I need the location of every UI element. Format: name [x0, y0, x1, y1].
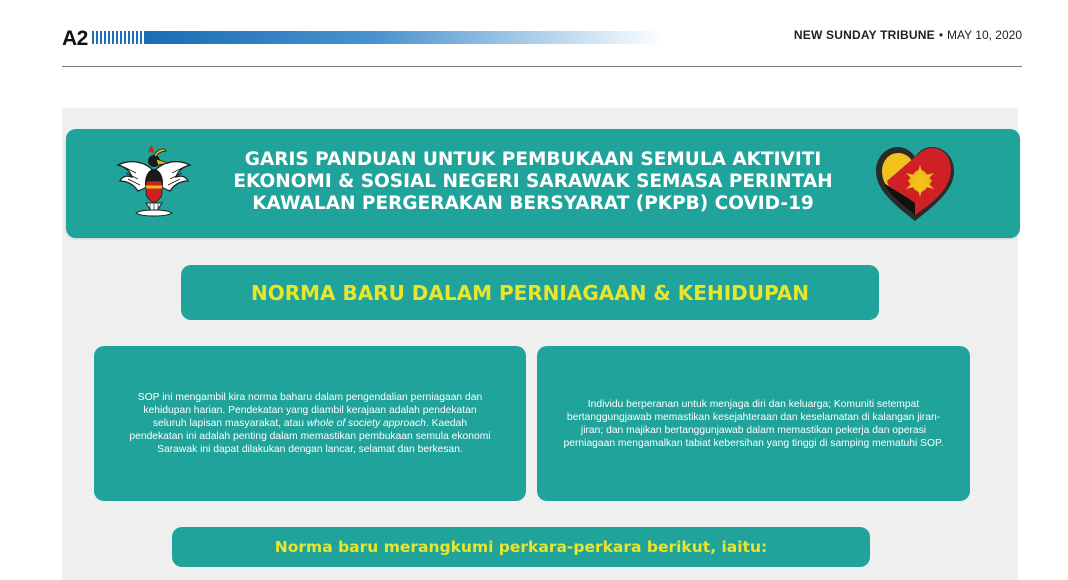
header-stripes	[92, 31, 144, 44]
heart-flag-icon	[872, 143, 958, 225]
card-text-part: SOP ini mengambil kira norma baharu dalam pengendalian perniagaan dan kehidupan harian. Pendekatan yang diambil kerajaan adalah pendekatan seluruh lapisan masyarakat, atau	[137, 392, 483, 429]
title-banner	[66, 129, 1020, 238]
publication-name: NEW SUNDAY TRIBUNE	[793, 28, 935, 42]
masthead-separator: •	[938, 28, 944, 42]
card-text	[126, 391, 494, 456]
info-card-sop	[94, 346, 526, 501]
info-card-roles	[537, 346, 970, 501]
publication-date: MAY 10, 2020	[947, 28, 1022, 42]
banner-title	[196, 149, 870, 215]
masthead	[794, 28, 1022, 42]
card-text-italic: whole of society approach	[306, 418, 426, 429]
subtitle-box	[181, 265, 879, 320]
card-text: Individu berperanan untuk menjaga diri dan keluarga; Komuniti setempat bertanggungjawab memastikan kesejahteraan dan keselamatan di kalangan jiran-jiran; dan majikan bertanggunjawab dalam memastikan pekerja dan operasi perniagaan mengamalkan tabiat kebersihan yang tinggi di samping mematuhi SOP.	[563, 398, 944, 449]
page-header	[0, 0, 1068, 68]
bottom-heading-box	[172, 527, 870, 567]
banner-title-line: GARIS PANDUAN UNTUK PEMBUKAAN SEMULA AKTIVITI	[244, 149, 822, 170]
bottom-heading: Norma baru merangkumi perkara-perkara berikut, iaitu:	[274, 538, 768, 556]
sarawak-crest-icon	[116, 141, 192, 223]
banner-title-line: EKONOMI & SOSIAL NEGERI SARAWAK SEMASA PERINTAH	[233, 171, 833, 192]
page-number: A2	[62, 27, 88, 50]
header-divider	[62, 66, 1022, 67]
card-text-part: . Kaedah pendekatan ini adalah penting dalam memastikan pembukaan semula ekonomi Sarawak ini dapat dilakukan dengan lancar, selamat dan berkesan.	[129, 418, 491, 455]
header-gradient-bar	[144, 31, 664, 44]
banner-title-line: KAWALAN PERGERAKAN BERSYARAT (PKPB) COVID-19	[252, 193, 814, 214]
subtitle-heading: NORMA BARU DALAM PERNIAGAAN & KEHIDUPAN	[250, 280, 810, 305]
